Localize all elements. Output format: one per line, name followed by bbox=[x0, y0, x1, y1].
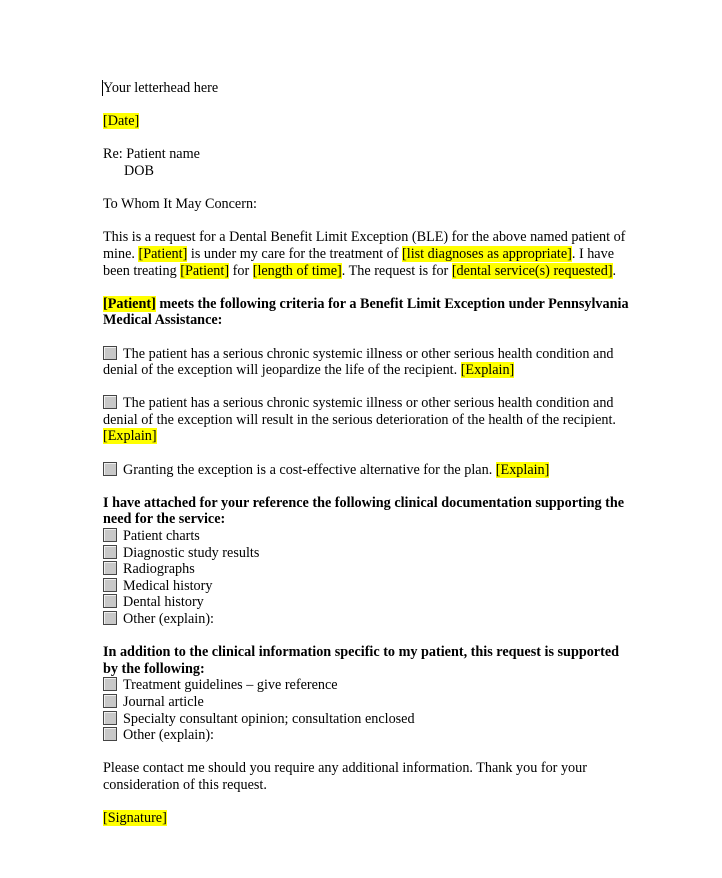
patient-placeholder-2[interactable]: [Patient] bbox=[180, 262, 230, 279]
doc-checkbox-other[interactable] bbox=[103, 611, 117, 625]
patient-placeholder-3[interactable]: [Patient] bbox=[103, 295, 156, 312]
dental-service-placeholder[interactable]: [dental service(s) requested] bbox=[451, 262, 613, 279]
date-placeholder[interactable]: [Date] bbox=[103, 113, 140, 130]
doc-label: Diagnostic study results bbox=[123, 544, 260, 561]
re-line: Re: Patient name bbox=[103, 146, 200, 163]
doc-label: Radiographs bbox=[123, 561, 195, 578]
letter-page bbox=[103, 80, 633, 827]
criterion-3-checkbox[interactable] bbox=[103, 462, 117, 476]
explain-placeholder-2[interactable]: [Explain] bbox=[103, 428, 157, 445]
doc-label: Medical history bbox=[123, 577, 213, 594]
support-checkbox-consultant[interactable] bbox=[103, 711, 117, 725]
dob-line: DOB bbox=[124, 162, 154, 179]
criteria-heading bbox=[103, 296, 633, 329]
support-checkbox-journal[interactable] bbox=[103, 694, 117, 708]
criterion-3 bbox=[103, 462, 633, 479]
doc-checkbox-radiographs[interactable] bbox=[103, 561, 117, 575]
criterion-1-text: The patient has a serious chronic systemic illness or other serious health condition and denial of the exception will jeopardize the life of the recipient. bbox=[103, 345, 614, 379]
doc-item bbox=[103, 578, 633, 595]
criterion-2-text: The patient has a serious chronic systemic illness or other serious health condition and denial of the exception will result in the serious deterioration of the health of the recipient. bbox=[103, 395, 616, 428]
support-item bbox=[103, 727, 633, 744]
support-label: Specialty consultant opinion; consultation enclosed bbox=[123, 710, 415, 727]
support-label: Journal article bbox=[123, 693, 204, 710]
doc-item bbox=[103, 611, 633, 628]
support-item bbox=[103, 694, 633, 711]
criterion-1 bbox=[103, 346, 633, 379]
support-label: Treatment guidelines – give reference bbox=[123, 677, 338, 694]
support-item bbox=[103, 677, 633, 694]
doc-checkbox-diagnostic-results[interactable] bbox=[103, 545, 117, 559]
criterion-2 bbox=[103, 395, 633, 445]
doc-item bbox=[103, 594, 633, 611]
doc-checkbox-dental-history[interactable] bbox=[103, 594, 117, 608]
intro-text-2: is under my care for the treatment of bbox=[187, 245, 403, 262]
intro-text-1: This is a request for a Dental Benefit Limit Exception (BLE) for the above named patient of mine. bbox=[103, 229, 626, 262]
doc-item bbox=[103, 528, 633, 545]
documentation-heading: I have attached for your reference the following clinical documentation supporting the need for the service: bbox=[103, 494, 625, 528]
doc-label: Other (explain): bbox=[123, 611, 214, 627]
intro-text-6: . bbox=[612, 262, 617, 279]
letterhead-text: Your letterhead here bbox=[103, 80, 219, 96]
explain-placeholder-1[interactable]: [Explain] bbox=[460, 362, 515, 379]
length-of-time-placeholder[interactable]: [length of time] bbox=[252, 262, 342, 279]
closing-paragraph: Please contact me should you require any additional information. Thank you for your consideration of this request. bbox=[103, 760, 587, 793]
doc-checkbox-patient-charts[interactable] bbox=[103, 528, 117, 542]
doc-label: Patient charts bbox=[123, 528, 200, 545]
letterhead-placeholder[interactable] bbox=[103, 80, 633, 97]
patient-placeholder[interactable]: [Patient] bbox=[138, 245, 188, 262]
criteria-heading-text: meets the following criteria for a Benefit Limit Exception under Pennsylvania Medical Assistance: bbox=[103, 295, 629, 329]
criterion-1-checkbox[interactable] bbox=[103, 346, 117, 360]
diagnoses-placeholder[interactable]: [list diagnoses as appropriate] bbox=[402, 245, 572, 262]
signature-placeholder[interactable]: [Signature] bbox=[103, 810, 167, 827]
doc-item bbox=[103, 561, 633, 578]
explain-placeholder-3[interactable]: [Explain] bbox=[495, 461, 550, 478]
intro-paragraph bbox=[103, 229, 633, 279]
intro-text-5: . The request is for bbox=[341, 262, 452, 279]
salutation: To Whom It May Concern: bbox=[103, 196, 257, 213]
intro-text-3: . I have been treating bbox=[103, 245, 614, 279]
criterion-2-checkbox[interactable] bbox=[103, 395, 117, 409]
support-label: Other (explain): bbox=[123, 727, 214, 744]
support-checkbox-other[interactable] bbox=[103, 727, 117, 741]
doc-checkbox-medical-history[interactable] bbox=[103, 578, 117, 592]
support-checkbox-guidelines[interactable] bbox=[103, 677, 117, 691]
doc-item bbox=[103, 545, 633, 562]
support-item bbox=[103, 711, 633, 728]
criterion-3-text: Granting the exception is a cost-effective alternative for the plan. bbox=[123, 461, 496, 478]
support-heading: In addition to the clinical information specific to my patient, this request is supported by the following: bbox=[103, 644, 620, 677]
doc-label: Dental history bbox=[123, 594, 204, 611]
intro-text-4: for bbox=[229, 262, 253, 279]
